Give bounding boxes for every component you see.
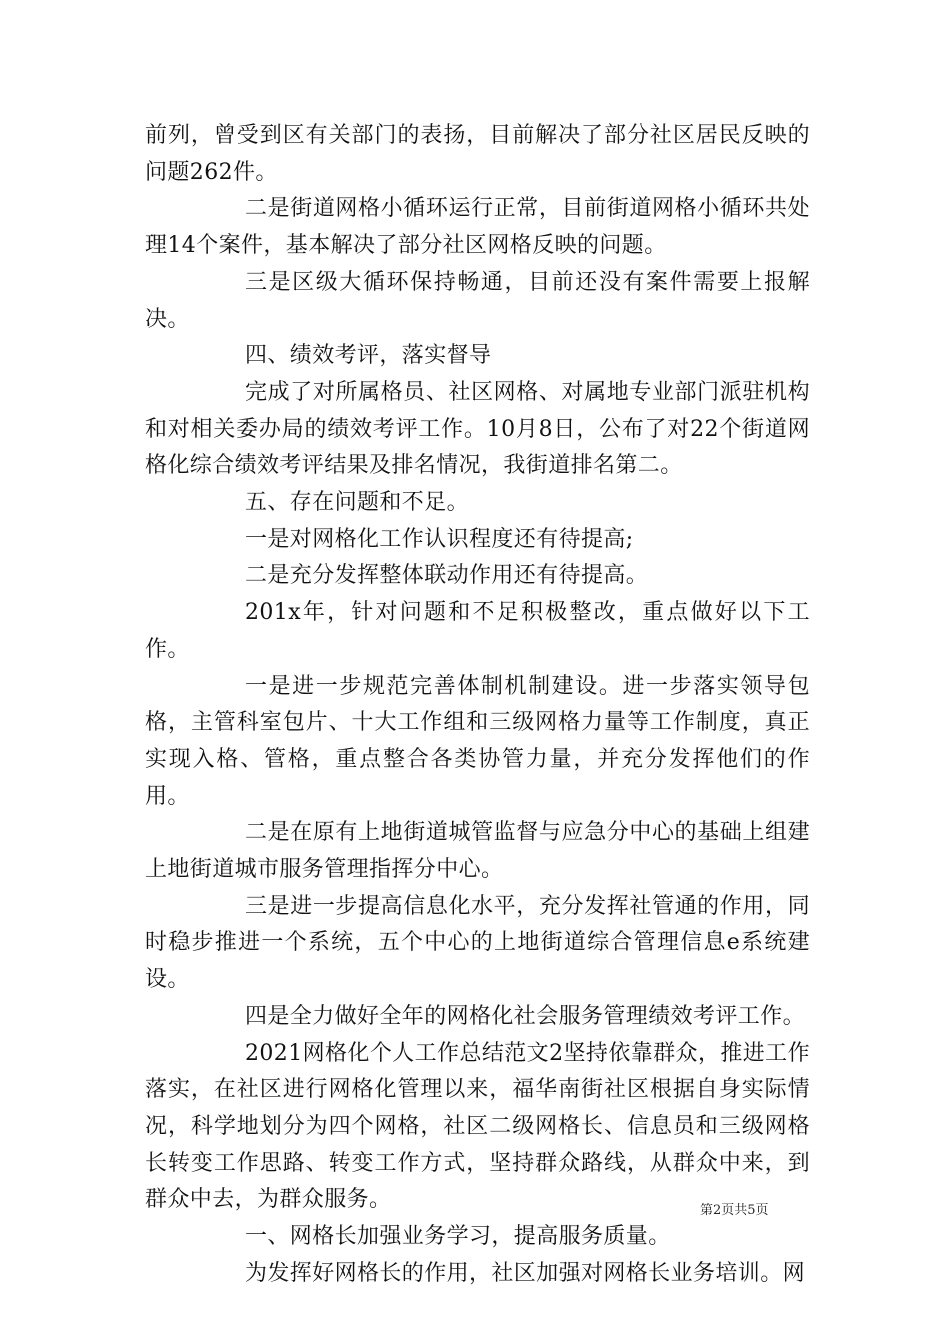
- page-number: 第2页共5页: [700, 1203, 769, 1218]
- paragraph: 201x年，针对问题和不足积极整改，重点做好以下工作。: [145, 600, 810, 662]
- paragraph: 二是充分发挥整体联动作用还有待提高。: [245, 563, 649, 589]
- paragraph: 完成了对所属格员、社区网格、对属地专业部门派驻机构和对相关委办局的绩效考评工作。10月8日，公布了对22个街道网格化综合绩效考评结果及排名情况，我街道排名第二。: [145, 379, 810, 479]
- document-body: [145, 118, 810, 1293]
- paragraph: 三是区级大循环保持畅通，目前还没有案件需要上报解决。: [145, 269, 810, 332]
- paragraph: 四是全力做好全年的网格化社会服务管理绩效考评工作。: [245, 1003, 806, 1029]
- paragraph: 一是进一步规范完善体制机制建设。进一步落实领导包格，主管科室包片、十大工作组和三级网格力量等工作制度，真正实现入格、管格，重点整合各类协管力量，并充分发挥他们的作用。: [145, 673, 810, 809]
- paragraph: 2021网格化个人工作总结范文2坚持依靠群众，推进工作落实，在社区进行网格化管理以来，福华南街社区根据自身实际情况，科学地划分为四个网格，社区二级网格长、信息员和三级网格长转变工作思路、转变工作方式，坚持群众路线，从群众中来，到群众中去，为群众服务。: [145, 1040, 810, 1213]
- paragraph: 二是街道网格小循环运行正常，目前街道网格小循环共处理14个案件，基本解决了部分社区网格反映的问题。: [145, 196, 810, 259]
- paragraph: 前列，曾受到区有关部门的表扬，目前解决了部分社区居民反映的问题262件。: [145, 123, 810, 185]
- section-heading: 四、绩效考评，落实督导: [245, 343, 492, 369]
- section-heading: 一、网格长加强业务学习，提高服务质量。: [245, 1224, 671, 1250]
- section-heading: 五、存在问题和不足。: [245, 490, 470, 516]
- paragraph: 为发挥好网格长的作用，社区加强对网格长业务培训。网: [245, 1260, 806, 1286]
- paragraph: 一是对网格化工作认识程度还有待提高;: [245, 526, 634, 552]
- paragraph: 三是进一步提高信息化水平，充分发挥社管通的作用，同时稳步推进一个系统，五个中心的上地街道综合管理信息e系统建设。: [145, 893, 810, 993]
- paragraph: 二是在原有上地街道城管监督与应急分中心的基础上组建上地街道城市服务管理指挥分中心。: [145, 820, 810, 883]
